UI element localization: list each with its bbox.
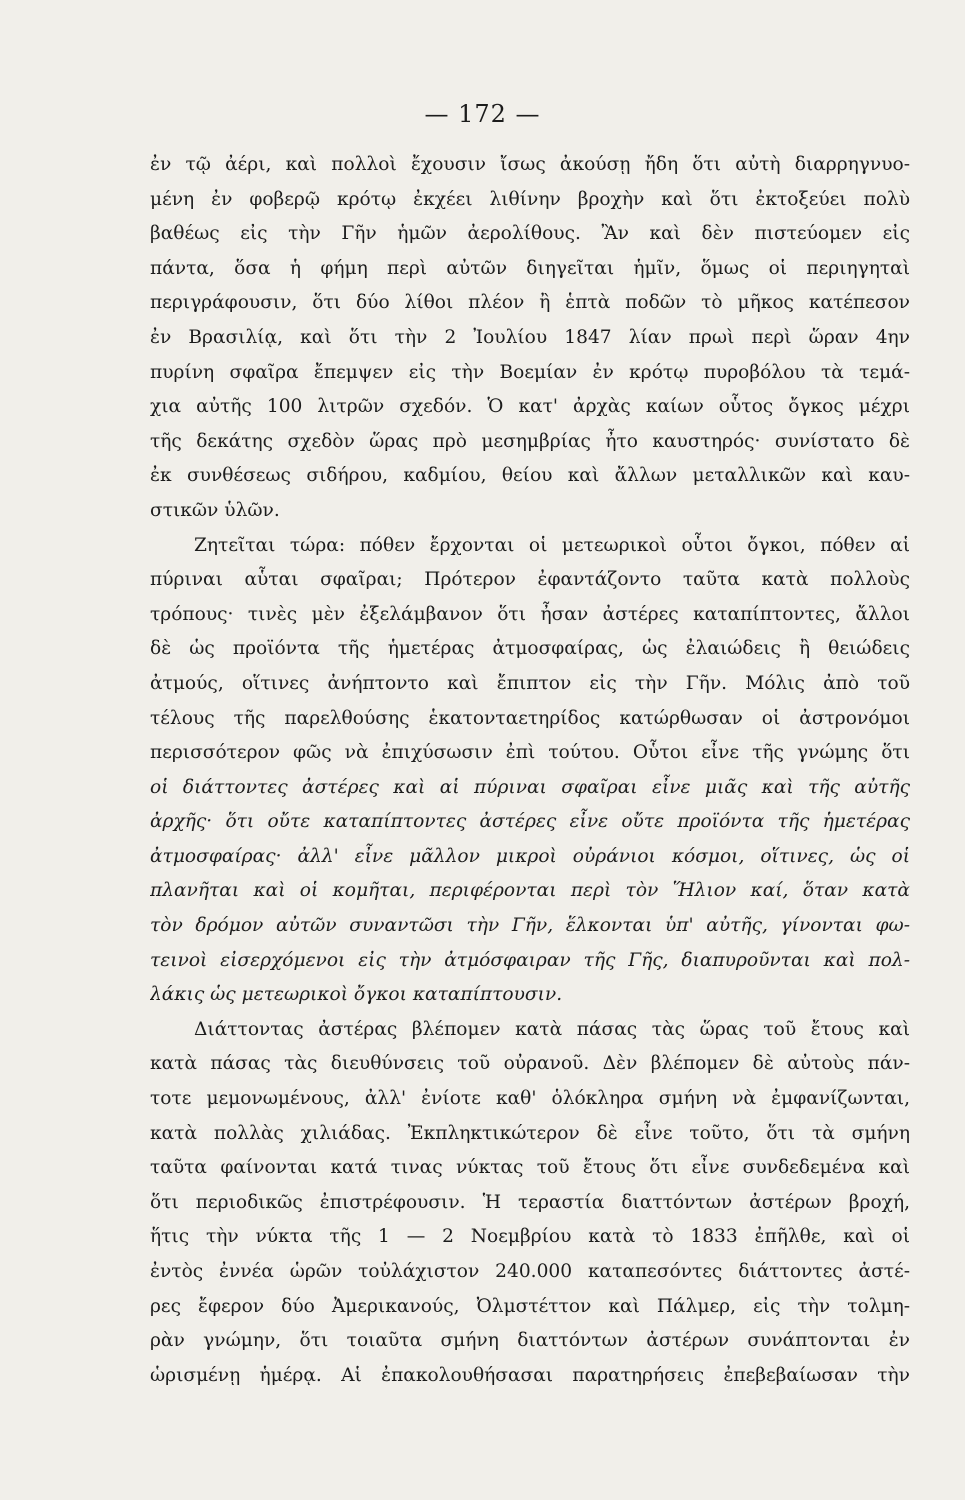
text-line-italic: λάκις ὡς μετεωρικοὶ ὄγκοι καταπίπτουσιν.	[150, 984, 563, 1006]
text-line: τέλους τῆς παρελθούσης ἑκατονταετηρίδος κατώρθωσαν οἱ ἀστρονόμοι	[150, 707, 910, 729]
paragraph-fireballs	[150, 529, 910, 1013]
text-line: ἥτις τὴν νύκτα τῆς 1 — 2 Νοεμβρίου κατὰ τὸ 1833 ἐπῆλθε, καὶ οἱ	[150, 1226, 910, 1248]
text-line-italic: τὸν δρόμον αὐτῶν συναντῶσι τὴν Γῆν, ἕλκονται ὑπ' αὐτῆς, γίνονται φω-	[150, 915, 910, 937]
text-line: κατὰ πάσας τὰς διευθύνσεις τοῦ οὐρανοῦ. Δὲν βλέπομεν δὲ αὐτοὺς πάν-	[150, 1053, 910, 1075]
text-line: δὲ ὡς προϊόντα τῆς ἡμετέρας ἀτμοσφαίρας, ὡς ἐλαιώδεις ἢ θειώδεις	[150, 638, 910, 660]
text-line: ρὰν γνώμην, ὅτι τοιαῦτα σμήνη διαττόντων ἀστέρων συνάπτονται ἐν	[150, 1330, 910, 1352]
text-line: τοτε μεμονωμένους, ἀλλ' ἐνίοτε καθ' ὁλόκληρα σμήνη νὰ ἐμφανίζωνται,	[150, 1088, 910, 1110]
text-line: τῆς δεκάτης σχεδὸν ὥρας πρὸ μεσημβρίας ἦτο καυστηρός· συνίστατο δὲ	[150, 430, 910, 452]
text-line: ταῦτα φαίνονται κατά τινας νύκτας τοῦ ἔτους ὅτι εἶνε συνδεδεμένα καὶ	[150, 1157, 910, 1179]
text-line: ἐκ συνθέσεως σιδήρου, καδμίου, θείου καὶ ἄλλων μεταλλικῶν καὶ καυ-	[150, 465, 910, 487]
text-line: ρες ἔφερον δύο Ἀμερικανούς, Ὀλμστέττον καὶ Πάλμερ, εἰς τὴν τολμη-	[150, 1295, 910, 1317]
text-line: πάντα, ὅσα ἡ φήμη περὶ αὐτῶν διηγεῖται ἡμῖν, ὅμως οἱ περιηγηταὶ	[150, 257, 910, 279]
text-line: ὡρισμένῃ ἡμέρᾳ. Αἱ ἐπακολουθήσασαι παρατηρήσεις ἐπεβεβαίωσαν τὴν	[150, 1364, 910, 1386]
text-line: κατὰ πολλὰς χιλιάδας. Ἐκπληκτικώτερον δὲ εἶνε τοῦτο, ὅτι τὰ σμήνη	[150, 1122, 910, 1144]
text-line: ἀτμούς, οἵτινες ἀνήπτοντο καὶ ἔπιπτον εἰς τὴν Γῆν. Μόλις ἀπὸ τοῦ	[150, 672, 910, 694]
text-line-italic: ἀρχῆς· ὅτι οὔτε καταπίπτοντες ἀστέρες εἶνε οὔτε προϊόντα τῆς ἡμετέρας	[150, 811, 910, 833]
text-line: μένη ἐν φοβερῷ κρότῳ ἐκχέει λιθίνην βροχὴν καὶ ὅτι ἐκτοξεύει πολὺ	[150, 188, 910, 210]
text-line-italic: πλανῆται καὶ οἱ κομῆται, περιφέρονται περὶ τὸν Ἥλιον καί, ὅταν κατὰ	[150, 880, 910, 902]
text-line: στικῶν ὑλῶν.	[150, 499, 280, 521]
text-line: περισσότερον φῶς νὰ ἐπιχύσωσιν ἐπὶ τούτου. Οὗτοι εἶνε τῆς γνώμης ὅτι	[150, 742, 910, 764]
text-line-italic: ἀτμοσφαίρας· ἀλλ' εἶνε μᾶλλον μικροὶ οὐράνιοι κόσμοι, οἵτινες, ὡς οἱ	[150, 845, 910, 867]
text-line: χια αὐτῆς 100 λιτρῶν σχεδόν. Ὁ κατ' ἀρχὰς καίων οὗτος ὄγκος μέχρι	[150, 396, 910, 418]
text-line-italic: οἱ διάττοντες ἀστέρες καὶ αἱ πύριναι σφαῖραι εἶνε μιᾶς καὶ τῆς αὐτῆς	[150, 776, 910, 798]
text-line-italic: τεινοὶ εἰσερχόμενοι εἰς τὴν ἀτμόσφαιραν τῆς Γῆς, διαπυροῦνται καὶ πολ-	[150, 949, 910, 971]
text-line: ἐν Βρασιλίᾳ, καὶ ὅτι τὴν 2 Ἰουλίου 1847 λίαν πρωὶ περὶ ὥραν 4ην	[150, 326, 910, 348]
paragraph-meteorites	[150, 148, 910, 529]
text-line: ὅτι περιοδικῶς ἐπιστρέφουσιν. Ἡ τεραστία διαττόντων ἀστέρων βροχή,	[150, 1191, 910, 1213]
text-line: τρόπους· τινὲς μὲν ἐξελάμβανον ὅτι ἦσαν ἀστέρες καταπίπτοντες, ἄλλοι	[150, 603, 910, 625]
page-number: — 172 —	[424, 100, 541, 128]
text-line: Ζητεῖται τώρα: πόθεν ἔρχονται οἱ μετεωρικοὶ οὗτοι ὄγκοι, πόθεν αἱ	[194, 534, 910, 556]
paragraph-shooting-stars	[150, 1013, 910, 1394]
text-line: Διάττοντας ἀστέρας βλέπομεν κατὰ πάσας τὰς ὥρας τοῦ ἔτους καὶ	[194, 1018, 910, 1040]
text-line: ἐντὸς ἐννέα ὡρῶν τοὐλάχιστον 240.000 καταπεσόντες διάττοντες ἀστέ-	[150, 1261, 910, 1282]
body-text	[150, 148, 910, 1393]
text-line: βαθέως εἰς τὴν Γῆν ἡμῶν ἀερολίθους. Ἂν καὶ δὲν πιστεύομεν εἰς	[150, 223, 910, 245]
text-line: πύριναι αὗται σφαῖραι; Πρότερον ἐφαντάζοντο ταῦτα κατὰ πολλοὺς	[150, 569, 910, 591]
text-line: περιγράφουσιν, ὅτι δύο λίθοι πλέον ἢ ἑπτὰ ποδῶν τὸ μῆκος κατέπεσον	[150, 292, 910, 314]
text-line: ἐν τῷ ἀέρι, καὶ πολλοὶ ἔχουσιν ἴσως ἀκούσῃ ἤδη ὅτι αὐτὴ διαρρηγνυο-	[150, 154, 910, 175]
text-line: πυρίνη σφαῖρα ἔπεμψεν εἰς τὴν Βοεμίαν ἐν κρότῳ πυροβόλου τὰ τεμά-	[150, 361, 910, 383]
